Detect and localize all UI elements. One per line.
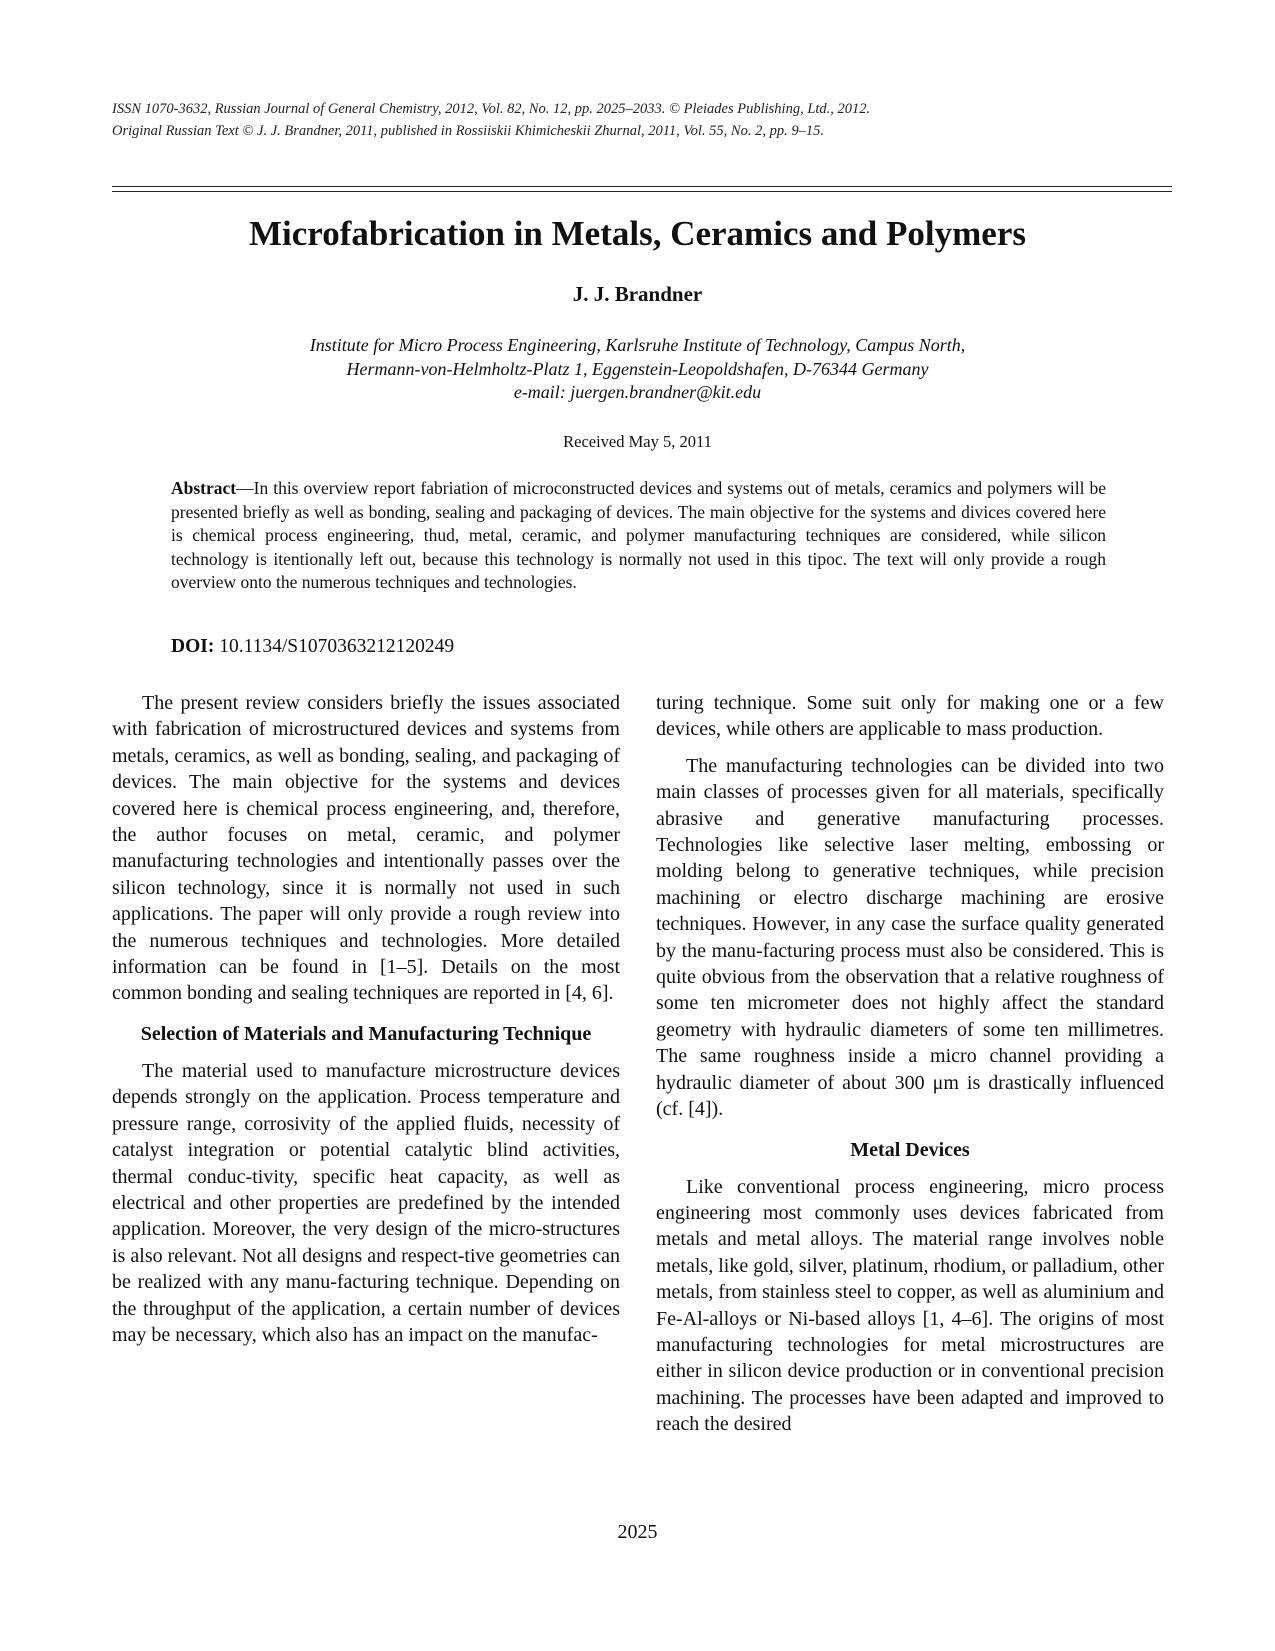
affiliation-line-1: Institute for Micro Process Engineering, Karlsruhe Institute of Technology, Campus North, (309, 335, 966, 355)
right-column (656, 690, 1164, 1438)
original-text-line: Original Russian Text © J. J. Brandner, 2011, published in Rossiiskii Khimicheskii Zhurnal, 2011, Vol. 55, No. 2, pp. 9–15. (112, 123, 824, 139)
article-title: Microfabrication in Metals, Ceramics and Polymers (249, 214, 1026, 253)
section-heading-metal-devices: Metal Devices (850, 1138, 970, 1161)
section-heading-materials: Selection of Materials and Manufacturing Technique (140, 1022, 592, 1045)
affiliation (0, 334, 1275, 405)
doi-value: 10.1134/S1070363212120249 (219, 636, 455, 657)
author-email: e-mail: juergen.brandner@kit.edu (513, 382, 762, 402)
received-date: Received May 5, 2011 (563, 432, 712, 451)
technologies-paragraph: The manufacturing technologies can be divided into two main classes of processes given for all materials, specifically abrasive and generative manufacturing processes. Technologies like selective laser melting, embossing or molding belong to generative techniques, while precision machining or electro discharge machining are erosive techniques. However, in any case the surface quality generated by the manu-facturing process must also be considered. This is quite obvious from the observation that a relative roughness of some ten micrometer does not highly affect the standard geometry with hydraulic diameters of some ten millimetres. The same roughness inside a micro channel providing a hydraulic diameter of about 300 μm is drastically influenced (cf. [4]). (656, 754, 1164, 1121)
header-rule-bottom (112, 191, 1172, 192)
author-name: J. J. Brandner (572, 282, 703, 306)
journal-citation-line: ISSN 1070-3632, Russian Journal of General Chemistry, 2012, Vol. 82, No. 12, pp. 2025–2033. © Pleiades Publishing, Ltd., 2012. (112, 101, 871, 117)
abstract-label: Abstract (171, 478, 237, 498)
doi (171, 633, 454, 661)
abstract-text: —In this overview report fabriation of microconstructed devices and systems out of metals, ceramics and polymers will be presented briefly as well as bonding, sealing and packaging of devices. The main objective for the systems and divices covered here is chemical process engineering, thud, metal, ceramic, and polymer manufacturing techniques are considered, while silicon technology is itentionally left out, because this technology is normally not used in this tipoc. The text will only provide a rough overview onto the numerous techniques and technologies. (171, 478, 1106, 592)
header-rule-top (112, 186, 1172, 187)
intro-paragraph: The present review considers briefly the issues associated with fabrication of microstructured devices and systems from metals, ceramics, as well as bonding, sealing, and packaging of devices. The main objective for the systems and devices covered here is chemical process engineering, and, therefore, the author focuses on metal, ceramic, and polymer manufacturing technologies and intentionally passes over the silicon technology, since it is normally not used in such applications. The paper will only provide a rough review into the numerous techniques and technologies. More detailed information can be found in [1–5]. Details on the most common bonding and sealing techniques are reported in [4, 6]. (112, 692, 620, 1005)
doi-label: DOI: (171, 636, 215, 657)
metal-devices-paragraph: Like conventional process engineering, micro process engineering most commonly uses devices fabricated from metals and metal alloys. The material range involves noble metals, like gold, silver, platinum, rhodium, or palladium, other metals, from stainless steel to copper, as well as aluminium and Fe-Al-alloys or Ni-based alloys [1, 4–6]. The origins of most manufacturing technologies for metal microstructures are either in silicon device production or in conventional precision machining. The processes have been adapted and improved to reach the desired (656, 1175, 1164, 1436)
continued-paragraph: turing technique. Some suit only for making one or a few devices, while others are applicable to mass production. (656, 692, 1164, 741)
abstract (171, 477, 1106, 595)
page-number: 2025 (617, 1521, 658, 1543)
left-column (112, 690, 620, 1348)
materials-paragraph: The material used to manufacture microstructure devices depends strongly on the application. Process temperature and pressure range, corrosivity of the applied fluids, necessity of catalyst integration or potential catalytic blind activities, thermal conduc-tivity, specific heat capacity, as well as electrical and other properties are predefined by the intended application. Moreover, the very design of the micro-structures is also relevant. Not all designs and respect-tive geometries can be realized with any manu-facturing technique. Depending on the throughput of the application, a certain number of devices may be necessary, which also has an impact on the manufac- (112, 1059, 620, 1346)
affiliation-line-2: Hermann-von-Helmholtz-Platz 1, Eggenstein-Leopoldshafen, D-76344 Germany (346, 358, 929, 379)
journal-header (112, 98, 1172, 142)
